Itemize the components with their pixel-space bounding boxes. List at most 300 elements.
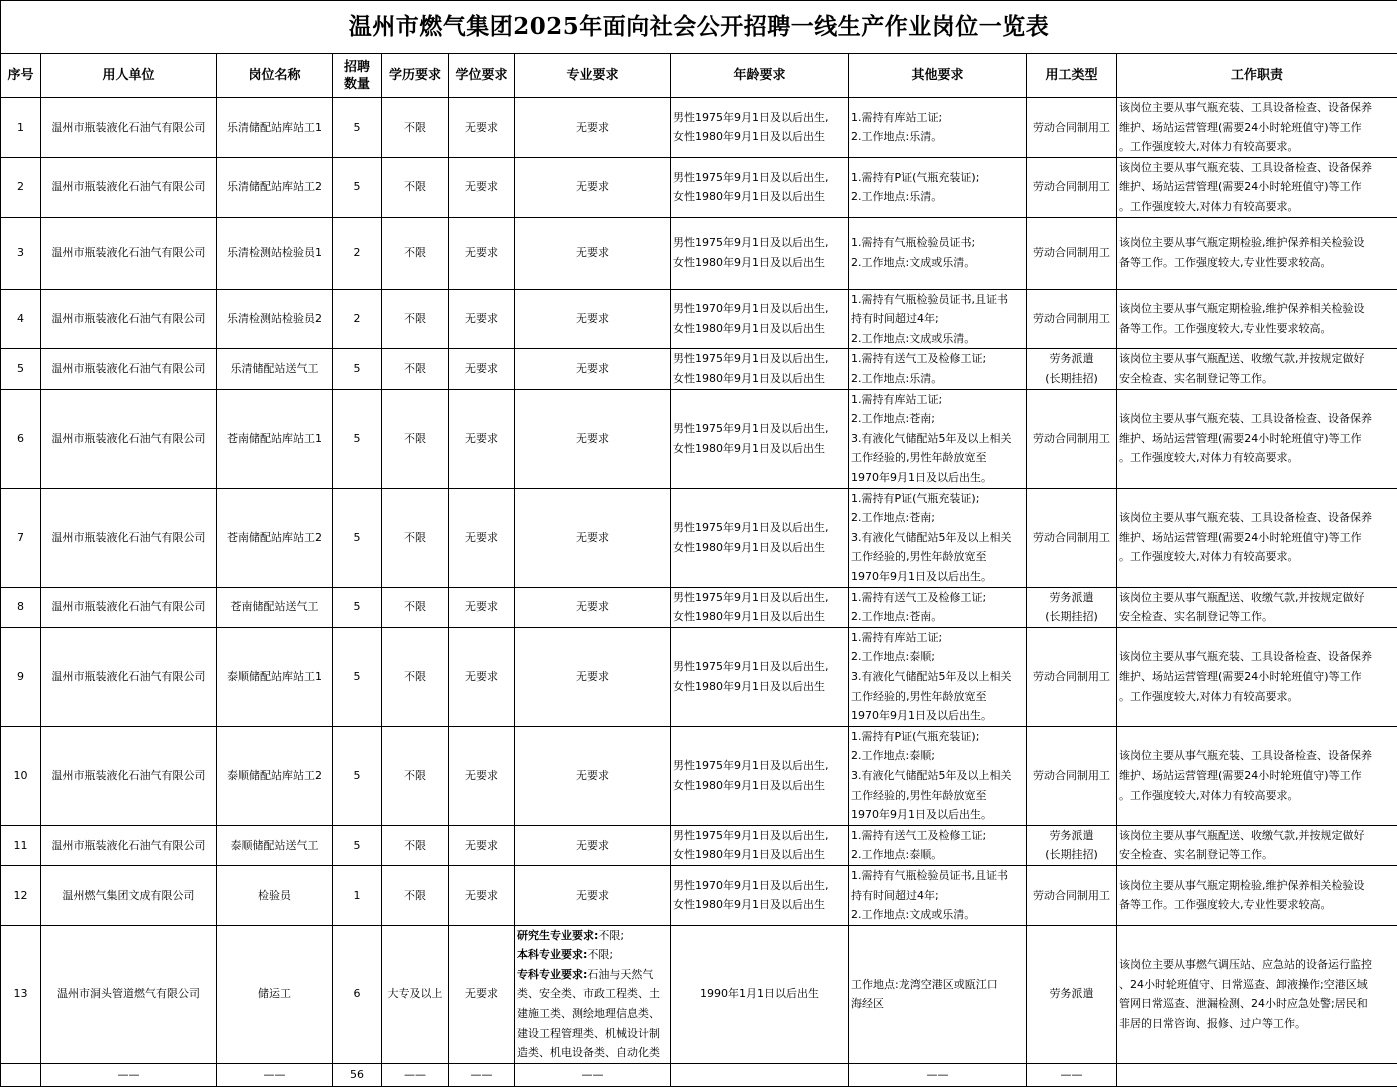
row-post: 苍南储配站库站工2	[217, 488, 333, 587]
emp-line: 劳动合同制用工	[1027, 429, 1116, 449]
total-major: ——	[515, 1063, 671, 1086]
duty-line: 该岗位主要从事气瓶充装、工具设备检查、设备保养	[1119, 647, 1395, 667]
row-emp	[1027, 865, 1117, 925]
duty-line: 该岗位主要从事气瓶定期检验,维护保养相关检验设	[1119, 299, 1395, 319]
duty-line: 。工作强度较大,对体力有较高要求。	[1119, 197, 1395, 217]
age-line: 男性1975年9月1日及以后出生,	[673, 657, 846, 677]
row-duty	[1117, 389, 1397, 488]
row-degree: 无要求	[449, 627, 515, 726]
age-line: 女性1980年9月1日及以后出生	[673, 439, 846, 459]
other-line: 1970年9月1日及以后出生。	[851, 706, 1024, 726]
duty-line: 维护、场站运营管理(需要24小时轮班值守)等工作	[1119, 667, 1395, 687]
emp-line: 劳务派遣	[1027, 826, 1116, 846]
row-post: 乐清储配站库站工1	[217, 98, 333, 158]
row-count: 5	[333, 825, 382, 865]
age-line: 男性1975年9月1日及以后出生,	[673, 168, 846, 188]
age-line: 男性1975年9月1日及以后出生,	[673, 518, 846, 538]
row-emp	[1027, 587, 1117, 627]
row-unit: 温州市瓶装液化石油气有限公司	[41, 488, 217, 587]
row-emp	[1027, 289, 1117, 349]
row-count: 2	[333, 289, 382, 349]
row-duty	[1117, 289, 1397, 349]
table-row	[1, 587, 1397, 627]
other-line: 3.有液化气储配站5年及以上相关	[851, 667, 1024, 687]
row-no: 4	[1, 289, 41, 349]
other-line: 工作经验的,男性年龄放宽至	[851, 547, 1024, 567]
row-degree: 无要求	[449, 289, 515, 349]
emp-line: 劳务派遣	[1027, 588, 1116, 608]
row-major: 无要求	[515, 289, 671, 349]
row-edu: 不限	[382, 349, 449, 389]
row-degree: 无要求	[449, 349, 515, 389]
row-duty	[1117, 925, 1397, 1063]
other-line: 3.有液化气储配站5年及以上相关	[851, 429, 1024, 449]
row-post: 泰顺储配站送气工	[217, 825, 333, 865]
table-row	[1, 389, 1397, 488]
row-edu: 不限	[382, 587, 449, 627]
duty-line: 维护、场站运营管理(需要24小时轮班值守)等工作	[1119, 429, 1395, 449]
major-jc-value: 石油与天然气	[587, 968, 653, 981]
row-degree: 无要求	[449, 587, 515, 627]
row-other	[849, 726, 1027, 825]
row-duty	[1117, 587, 1397, 627]
table-row	[1, 627, 1397, 726]
row-other	[849, 157, 1027, 217]
other-line: 2.工作地点:文成或乐清。	[851, 329, 1024, 349]
duty-line: 。工作强度较大,对体力有较高要求。	[1119, 448, 1395, 468]
age-line: 男性1970年9月1日及以后出生,	[673, 876, 846, 896]
row-post: 乐清储配站库站工2	[217, 157, 333, 217]
header-other: 其他要求	[849, 54, 1027, 98]
duty-line: 该岗位主要从事气瓶定期检验,维护保养相关检验设	[1119, 233, 1395, 253]
emp-line: 劳动合同制用工	[1027, 309, 1116, 329]
row-other	[849, 825, 1027, 865]
age-line: 女性1980年9月1日及以后出生	[673, 187, 846, 207]
age-line: 男性1975年9月1日及以后出生,	[673, 349, 846, 369]
total-duty	[1117, 1063, 1397, 1086]
row-major: 无要求	[515, 217, 671, 289]
row-edu: 不限	[382, 825, 449, 865]
header-age: 年龄要求	[671, 54, 849, 98]
row-post: 乐清检测站检验员2	[217, 289, 333, 349]
row-duty	[1117, 825, 1397, 865]
row-age	[671, 349, 849, 389]
row-duty	[1117, 488, 1397, 587]
header-degree: 学位要求	[449, 54, 515, 98]
row-major: 无要求	[515, 157, 671, 217]
table-row	[1, 825, 1397, 865]
row-other	[849, 865, 1027, 925]
emp-line: 劳动合同制用工	[1027, 766, 1116, 786]
row-no: 3	[1, 217, 41, 289]
other-line: 1970年9月1日及以后出生。	[851, 805, 1024, 825]
row-age: 1990年1月1日以后出生	[671, 925, 849, 1063]
major-jc-label: 专科专业要求:	[517, 968, 587, 981]
age-line: 女性1980年9月1日及以后出生	[673, 677, 846, 697]
emp-line: 劳动合同制用工	[1027, 528, 1116, 548]
row-unit: 温州市瓶装液化石油气有限公司	[41, 289, 217, 349]
total-other: ——	[849, 1063, 1027, 1086]
emp-line: (长期挂招)	[1027, 607, 1116, 627]
row-age	[671, 289, 849, 349]
header-count-line1: 招聘	[333, 59, 381, 76]
header-post: 岗位名称	[217, 54, 333, 98]
row-degree: 无要求	[449, 488, 515, 587]
duty-line: 。工作强度较大,对体力有较高要求。	[1119, 786, 1395, 806]
other-line: 持有时间超过4年;	[851, 886, 1024, 906]
duty-line: 。工作强度较大,对体力有较高要求。	[1119, 547, 1395, 567]
row-edu: 不限	[382, 726, 449, 825]
row-duty	[1117, 865, 1397, 925]
row-other	[849, 349, 1027, 389]
row-duty	[1117, 98, 1397, 158]
row-no: 1	[1, 98, 41, 158]
row-edu: 不限	[382, 389, 449, 488]
other-line: 1.需持有库站工证;	[851, 628, 1024, 648]
duty-line: 该岗位主要从事气瓶配送、收缴气款,并按规定做好	[1119, 349, 1395, 369]
row-major	[515, 925, 671, 1063]
table-row	[1, 865, 1397, 925]
total-post: ——	[217, 1063, 333, 1086]
row-degree: 无要求	[449, 157, 515, 217]
other-line: 工作经验的,男性年龄放宽至	[851, 687, 1024, 707]
row-duty	[1117, 217, 1397, 289]
row-edu: 大专及以上	[382, 925, 449, 1063]
row-degree: 无要求	[449, 726, 515, 825]
row-age	[671, 217, 849, 289]
duty-line: 该岗位主要从事燃气调压站、应急站的设备运行监控	[1119, 955, 1395, 975]
row-count: 5	[333, 157, 382, 217]
emp-line: (长期挂招)	[1027, 845, 1116, 865]
row-count: 5	[333, 488, 382, 587]
row-degree: 无要求	[449, 389, 515, 488]
row-unit: 温州市瓶装液化石油气有限公司	[41, 587, 217, 627]
row-degree: 无要求	[449, 98, 515, 158]
row-major: 无要求	[515, 349, 671, 389]
table-row	[1, 157, 1397, 217]
row-post: 泰顺储配站库站工1	[217, 627, 333, 726]
row-unit: 温州市瓶装液化石油气有限公司	[41, 157, 217, 217]
row-other	[849, 217, 1027, 289]
other-line: 1.需持有库站工证;	[851, 108, 1024, 128]
duty-line: 备等工作。工作强度较大,专业性要求较高。	[1119, 319, 1395, 339]
other-line: 2.工作地点:乐清。	[851, 127, 1024, 147]
other-line: 工作经验的,男性年龄放宽至	[851, 786, 1024, 806]
other-line: 海经区	[851, 994, 1024, 1014]
row-age	[671, 865, 849, 925]
header-row	[1, 54, 1397, 98]
age-line: 女性1980年9月1日及以后出生	[673, 776, 846, 796]
row-age	[671, 389, 849, 488]
header-edu: 学历要求	[382, 54, 449, 98]
row-no: 8	[1, 587, 41, 627]
row-age	[671, 157, 849, 217]
row-age	[671, 488, 849, 587]
row-post: 苍南储配站库站工1	[217, 389, 333, 488]
duty-line: 该岗位主要从事气瓶配送、收缴气款,并按规定做好	[1119, 588, 1395, 608]
row-post: 苍南储配站送气工	[217, 587, 333, 627]
duty-line: 该岗位主要从事气瓶定期检验,维护保养相关检验设	[1119, 876, 1395, 896]
total-row	[1, 1063, 1397, 1086]
row-emp	[1027, 157, 1117, 217]
total-edu: ——	[382, 1063, 449, 1086]
row-no: 12	[1, 865, 41, 925]
other-line: 2.工作地点:文成或乐清。	[851, 905, 1024, 925]
row-count: 5	[333, 726, 382, 825]
other-line: 工作地点:龙湾空港区或瓯江口	[851, 975, 1024, 995]
major-ug-label: 本科专业要求:	[517, 948, 587, 961]
major-ug	[517, 945, 668, 965]
other-line: 1.需持有气瓶检验员证书,且证书	[851, 866, 1024, 886]
age-line: 男性1975年9月1日及以后出生,	[673, 588, 846, 608]
row-major: 无要求	[515, 865, 671, 925]
row-other	[849, 488, 1027, 587]
other-line: 1.需持有送气工及检修工证;	[851, 826, 1024, 846]
table-row	[1, 488, 1397, 587]
row-count: 1	[333, 865, 382, 925]
row-edu: 不限	[382, 488, 449, 587]
row-post: 泰顺储配站库站工2	[217, 726, 333, 825]
row-age	[671, 587, 849, 627]
row-unit: 温州市洞头管道燃气有限公司	[41, 925, 217, 1063]
row-major: 无要求	[515, 627, 671, 726]
other-line: 1.需持有P证(气瓶充装证);	[851, 168, 1024, 188]
row-edu: 不限	[382, 98, 449, 158]
row-unit: 温州市瓶装液化石油气有限公司	[41, 627, 217, 726]
major-jc	[517, 965, 668, 985]
row-age	[671, 726, 849, 825]
row-edu: 不限	[382, 627, 449, 726]
table-row	[1, 217, 1397, 289]
other-line: 1.需持有送气工及检修工证;	[851, 588, 1024, 608]
duty-line: 管网日常巡查、泄漏检测、24小时应急处警;居民和	[1119, 994, 1395, 1014]
duty-line: 安全检查、实名制登记等工作。	[1119, 845, 1395, 865]
row-no: 6	[1, 389, 41, 488]
table-row	[1, 925, 1397, 1063]
row-emp	[1027, 389, 1117, 488]
other-line: 3.有液化气储配站5年及以上相关	[851, 528, 1024, 548]
header-major: 专业要求	[515, 54, 671, 98]
row-post: 乐清检测站检验员1	[217, 217, 333, 289]
row-degree: 无要求	[449, 825, 515, 865]
row-other	[849, 627, 1027, 726]
row-degree: 无要求	[449, 925, 515, 1063]
row-unit: 温州市瓶装液化石油气有限公司	[41, 825, 217, 865]
total-no	[1, 1063, 41, 1086]
other-line: 2.工作地点:苍南。	[851, 607, 1024, 627]
table-row	[1, 289, 1397, 349]
page-title: 温州市燃气集团2025年面向社会公开招聘一线生产作业岗位一览表	[1, 1, 1397, 54]
major-grad-label: 研究生专业要求:	[517, 929, 598, 942]
age-line: 女性1980年9月1日及以后出生	[673, 845, 846, 865]
row-emp	[1027, 217, 1117, 289]
other-line: 1.需持有P证(气瓶充装证);	[851, 489, 1024, 509]
age-line: 女性1980年9月1日及以后出生	[673, 253, 846, 273]
age-line: 男性1975年9月1日及以后出生,	[673, 756, 846, 776]
total-age	[671, 1063, 849, 1086]
other-line: 2.工作地点:文成或乐清。	[851, 253, 1024, 273]
table-row	[1, 98, 1397, 158]
other-line: 1.需持有送气工及检修工证;	[851, 349, 1024, 369]
emp-line: 劳动合同制用工	[1027, 886, 1116, 906]
row-major: 无要求	[515, 825, 671, 865]
duty-line: 该岗位主要从事气瓶充装、工具设备检查、设备保养	[1119, 508, 1395, 528]
row-duty	[1117, 726, 1397, 825]
row-other	[849, 587, 1027, 627]
row-unit: 温州市瓶装液化石油气有限公司	[41, 389, 217, 488]
header-emp: 用工类型	[1027, 54, 1117, 98]
duty-line: 。工作强度较大,对体力有较高要求。	[1119, 137, 1395, 157]
row-other	[849, 98, 1027, 158]
duty-line: 维护、场站运营管理(需要24小时轮班值守)等工作	[1119, 177, 1395, 197]
row-duty	[1117, 349, 1397, 389]
major-grad	[517, 926, 668, 946]
row-post: 乐清储配站送气工	[217, 349, 333, 389]
row-emp	[1027, 349, 1117, 389]
row-no: 11	[1, 825, 41, 865]
row-major: 无要求	[515, 488, 671, 587]
duty-line: 维护、场站运营管理(需要24小时轮班值守)等工作	[1119, 528, 1395, 548]
row-count: 5	[333, 587, 382, 627]
duty-line: 维护、场站运营管理(需要24小时轮班值守)等工作	[1119, 118, 1395, 138]
age-line: 男性1970年9月1日及以后出生,	[673, 299, 846, 319]
major-ug-value: 不限;	[587, 948, 613, 961]
row-age	[671, 825, 849, 865]
table-row	[1, 726, 1397, 825]
row-count: 5	[333, 627, 382, 726]
row-no: 9	[1, 627, 41, 726]
other-line: 3.有液化气储配站5年及以上相关	[851, 766, 1024, 786]
total-degree: ——	[449, 1063, 515, 1086]
emp-line: 劳动合同制用工	[1027, 118, 1116, 138]
other-line: 1.需持有库站工证;	[851, 390, 1024, 410]
other-line: 2.工作地点:乐清。	[851, 187, 1024, 207]
row-no: 13	[1, 925, 41, 1063]
age-line: 女性1980年9月1日及以后出生	[673, 369, 846, 389]
header-duty: 工作职责	[1117, 54, 1397, 98]
other-line: 1970年9月1日及以后出生。	[851, 567, 1024, 587]
row-unit: 温州燃气集团文成有限公司	[41, 865, 217, 925]
row-major: 无要求	[515, 389, 671, 488]
row-other	[849, 289, 1027, 349]
duty-line: 备等工作。工作强度较大,专业性要求较高。	[1119, 895, 1395, 915]
duty-line: 该岗位主要从事气瓶配送、收缴气款,并按规定做好	[1119, 826, 1395, 846]
duty-line: 维护、场站运营管理(需要24小时轮班值守)等工作	[1119, 766, 1395, 786]
header-no: 序号	[1, 54, 41, 98]
row-other	[849, 925, 1027, 1063]
row-edu: 不限	[382, 289, 449, 349]
row-major: 无要求	[515, 587, 671, 627]
row-emp: 劳务派遣	[1027, 925, 1117, 1063]
duty-line: 安全检查、实名制登记等工作。	[1119, 369, 1395, 389]
age-line: 女性1980年9月1日及以后出生	[673, 607, 846, 627]
duty-line: 安全检查、实名制登记等工作。	[1119, 607, 1395, 627]
row-count: 2	[333, 217, 382, 289]
header-count	[333, 54, 382, 98]
row-emp	[1027, 627, 1117, 726]
duty-line: 该岗位主要从事气瓶充装、工具设备检查、设备保养	[1119, 746, 1395, 766]
other-line: 2.工作地点:泰顺;	[851, 746, 1024, 766]
row-no: 5	[1, 349, 41, 389]
row-no: 2	[1, 157, 41, 217]
major-jc-line: 建设工程管理类、机械设计制	[517, 1024, 668, 1044]
row-edu: 不限	[382, 157, 449, 217]
row-post: 检验员	[217, 865, 333, 925]
other-line: 持有时间超过4年;	[851, 309, 1024, 329]
emp-line: (长期挂招)	[1027, 369, 1116, 389]
major-jc-line: 类、安全类、市政工程类、土	[517, 984, 668, 1004]
duty-line: 该岗位主要从事气瓶充装、工具设备检查、设备保养	[1119, 409, 1395, 429]
other-line: 2.工作地点:泰顺;	[851, 647, 1024, 667]
emp-line: 劳务派遣	[1027, 349, 1116, 369]
duty-line: 。工作强度较大,对体力有较高要求。	[1119, 687, 1395, 707]
total-unit: ——	[41, 1063, 217, 1086]
other-line: 1.需持有P证(气瓶充装证);	[851, 727, 1024, 747]
duty-line: 、24小时轮班值守、日常巡查、卸液操作;空港区域	[1119, 975, 1395, 995]
row-no: 7	[1, 488, 41, 587]
duty-line: 非居的日常咨询、报修、过户等工作。	[1119, 1014, 1395, 1034]
row-age	[671, 98, 849, 158]
table-row	[1, 349, 1397, 389]
other-line: 1970年9月1日及以后出生。	[851, 468, 1024, 488]
row-count: 5	[333, 98, 382, 158]
row-count: 5	[333, 349, 382, 389]
other-line: 1.需持有气瓶检验员证书,且证书	[851, 290, 1024, 310]
duty-line: 该岗位主要从事气瓶充装、工具设备检查、设备保养	[1119, 98, 1395, 118]
age-line: 男性1975年9月1日及以后出生,	[673, 419, 846, 439]
row-degree: 无要求	[449, 217, 515, 289]
row-duty	[1117, 157, 1397, 217]
row-degree: 无要求	[449, 865, 515, 925]
row-post: 储运工	[217, 925, 333, 1063]
row-emp	[1027, 98, 1117, 158]
total-count: 56	[333, 1063, 382, 1086]
other-line: 2.工作地点:苍南;	[851, 409, 1024, 429]
major-jc-line: 建施工类、测绘地理信息类、	[517, 1004, 668, 1024]
duty-line: 该岗位主要从事气瓶充装、工具设备检查、设备保养	[1119, 158, 1395, 178]
major-jc-line: 造类、机电设备类、自动化类	[517, 1043, 668, 1063]
duty-line: 备等工作。工作强度较大,专业性要求较高。	[1119, 253, 1395, 273]
row-count: 6	[333, 925, 382, 1063]
row-age	[671, 627, 849, 726]
header-unit: 用人单位	[41, 54, 217, 98]
row-other	[849, 389, 1027, 488]
age-line: 女性1980年9月1日及以后出生	[673, 538, 846, 558]
age-line: 男性1975年9月1日及以后出生,	[673, 826, 846, 846]
age-line: 男性1975年9月1日及以后出生,	[673, 108, 846, 128]
header-count-line2: 数量	[333, 76, 381, 93]
age-line: 女性1980年9月1日及以后出生	[673, 319, 846, 339]
emp-line: 劳动合同制用工	[1027, 667, 1116, 687]
other-line: 1.需持有气瓶检验员证书;	[851, 233, 1024, 253]
row-count: 5	[333, 389, 382, 488]
other-line: 工作经验的,男性年龄放宽至	[851, 448, 1024, 468]
age-line: 男性1975年9月1日及以后出生,	[673, 233, 846, 253]
age-line: 女性1980年9月1日及以后出生	[673, 127, 846, 147]
other-line: 2.工作地点:泰顺。	[851, 845, 1024, 865]
emp-line: 劳动合同制用工	[1027, 177, 1116, 197]
other-line: 2.工作地点:乐清。	[851, 369, 1024, 389]
emp-line: 劳动合同制用工	[1027, 243, 1116, 263]
row-unit: 温州市瓶装液化石油气有限公司	[41, 726, 217, 825]
row-emp	[1027, 488, 1117, 587]
row-major: 无要求	[515, 726, 671, 825]
row-unit: 温州市瓶装液化石油气有限公司	[41, 217, 217, 289]
row-edu: 不限	[382, 865, 449, 925]
age-line: 女性1980年9月1日及以后出生	[673, 895, 846, 915]
total-emp: ——	[1027, 1063, 1117, 1086]
row-edu: 不限	[382, 217, 449, 289]
